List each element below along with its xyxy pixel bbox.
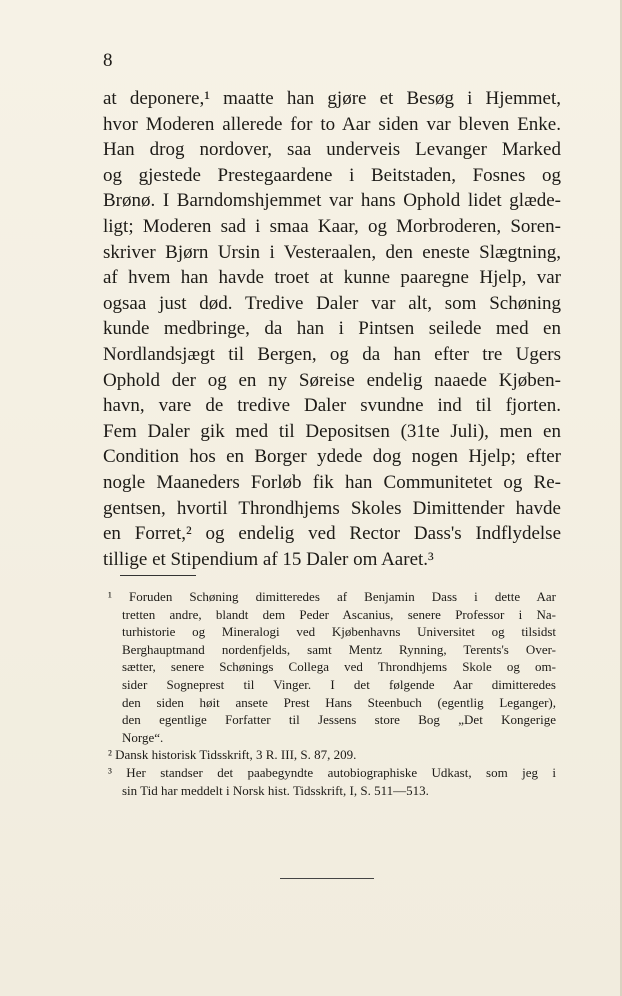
body-line: kunde medbringe, da han i Pintsen seilede med en [103, 318, 561, 340]
body-line: hvor Moderen allerede for to Aar siden var bleven Enke. [103, 113, 561, 135]
body-line: Condition hos en Borger ydede dog nogen Hjelp; efter [103, 446, 561, 468]
body-line: at deponere,¹ maatte han gjøre et Besøg i Hjemmet, [103, 88, 561, 109]
footnote-line: sætter, senere Schønings Collega ved Throndhjems Skole og om- [122, 659, 556, 675]
footnote-line: den siden høit ansete Prest Hans Steenbuch (egentlig Leganger), [122, 694, 556, 710]
body-line: Fem Daler gik med til Depositsen (31te Juli), men en [103, 420, 561, 442]
body-line: en Forret,² og endelig ved Rector Dass's Indflydelse [103, 523, 561, 545]
footnote-line: ¹ Foruden Schøning dimitteredes af Benjamin Dass i dette Aar [108, 589, 556, 604]
body-line: tillige et Stipendium af 15 Daler om Aaret.³ [103, 548, 434, 570]
footnote-2 [108, 746, 556, 764]
body-line: af hvem han havde troet at kunne paaregne Hjelp, var [103, 267, 561, 289]
footnote-line: den egentlige Forfatter til Jessens store Bog „Det Kongerige [122, 712, 556, 728]
footnote-3 [108, 764, 556, 799]
body-line: Brønø. I Barndomshjemmet var hans Ophold lidet glæde- [103, 190, 561, 212]
footnote-line: ² Dansk historisk Tidsskrift, 3 R. III, S. 87, 209. [108, 747, 357, 763]
footnote-divider [120, 575, 196, 576]
body-line: skriver Bjørn Ursin i Vesteraalen, den eneste Slægtning, [103, 241, 561, 263]
footnote-line: ³ Her standser det paabegyndte autobiographiske Udkast, som jeg i [108, 764, 556, 780]
body-line: ogsaa just død. Tredive Daler var alt, som Schøning [103, 292, 561, 314]
footnote-1 [108, 588, 556, 746]
body-line: nogle Maaneders Forløb fik han Communitetet og Re- [103, 471, 561, 493]
body-line: gentsen, hvortil Throndhjems Skoles Dimittender havde [103, 497, 561, 519]
page-number: 8 [103, 50, 113, 71]
footnote-line: tretten andre, blandt dem Peder Ascanius, senere Professor i Na- [122, 606, 556, 622]
body-line: ligt; Moderen sad i smaa Kaar, og Morbroderen, Soren- [103, 215, 561, 237]
footnote-line: sider Sogneprest til Vinger. I det følgende Aar dimitteredes [122, 676, 556, 692]
body-line: havn, vare de tredive Daler svundne ind til fjorten. [103, 395, 561, 417]
footnote-line: Norge“. [122, 729, 164, 745]
bottom-divider [280, 878, 374, 879]
body-line: Nordlandsjægt til Bergen, og da han efter tre Ugers [103, 343, 561, 365]
footnote-line: Berghauptmand nordenfjelds, samt Mentz Rynning, Terents's Over- [122, 641, 556, 657]
footnote-line: turhistorie og Mineralogi ved Kjøbenhavns Universitet og tilsidst [122, 624, 556, 640]
footnote-line: sin Tid har meddelt i Norsk hist. Tidsskrift, I, S. 511—513. [122, 782, 429, 798]
body-line: og gjestede Prestegaardene i Beitstaden, Fosnes og [103, 164, 561, 186]
body-line: Han drog nordover, saa underveis Levanger Marked [103, 139, 561, 161]
body-line: Ophold der og en ny Søreise endelig naaede Kjøben- [103, 369, 561, 391]
footnotes [108, 588, 556, 799]
body-text [103, 86, 561, 572]
